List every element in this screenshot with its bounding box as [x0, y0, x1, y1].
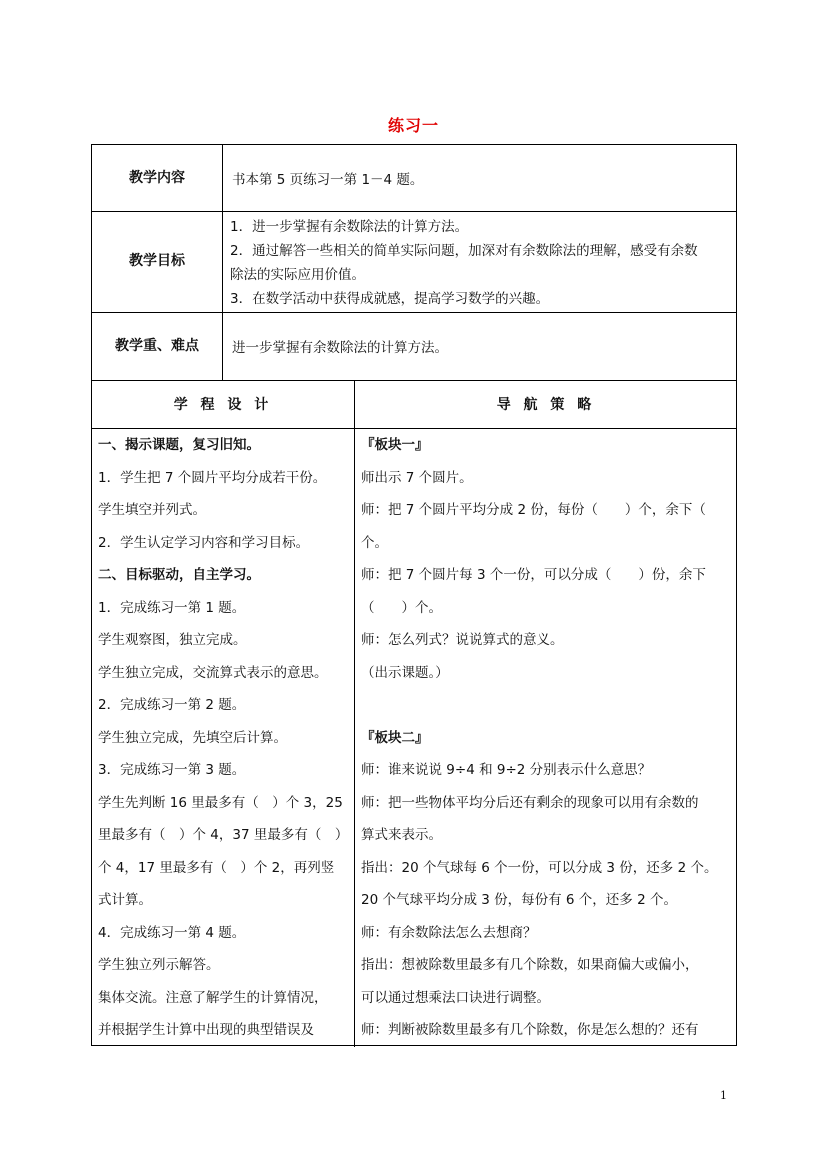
- right-line: 可以通过想乘法口诀进行调整。: [361, 989, 550, 1006]
- row-divider: [92, 211, 736, 212]
- left-line: 1．学生把 7 个圆片平均分成若干份。: [98, 469, 327, 486]
- left-column-header: 学 程 设 计: [173, 397, 273, 413]
- right-column-header: 导 航 策 略: [496, 397, 596, 413]
- right-line: 师：有余数除法怎么去想商？: [361, 924, 537, 941]
- left-line: 式计算。: [98, 892, 152, 908]
- right-line: 个。: [361, 534, 388, 551]
- left-line: 并根据学生计算中出现的典型错误及: [98, 1022, 314, 1038]
- left-line: 学生先判断 16 里最多有（ ）个 3，25: [98, 794, 343, 811]
- left-line: 集体交流。注意了解学生的计算情况，: [98, 989, 328, 1006]
- left-line: 学生观察图，独立完成。: [98, 632, 247, 648]
- section-heading: 二、目标驱动，自主学习。: [98, 567, 260, 583]
- left-column-body: [98, 429, 352, 1047]
- key-points-text: 进一步掌握有余数除法的计算方法。: [232, 340, 448, 356]
- key-points-label: 教学重、难点: [115, 338, 199, 354]
- right-line: （出示课题。）: [361, 664, 449, 681]
- left-line: 4．完成练习一第 4 题。: [98, 924, 246, 941]
- content-label: 教学内容: [129, 170, 185, 186]
- left-line: 里最多有（ ）个 4，37 里最多有（ ）: [98, 827, 349, 843]
- left-line: 学生独立列示解答。: [98, 957, 220, 973]
- goal-line: 除法的实际应用价值。: [230, 267, 365, 283]
- left-line: 学生独立完成，交流算式表示的意思。: [98, 664, 328, 681]
- section-heading: 一、揭示课题，复习旧知。: [98, 437, 260, 453]
- column-divider: [354, 380, 355, 1047]
- right-line: 师：把一些物体平均分后还有剩余的现象可以用有余数的: [361, 794, 699, 811]
- content-text: 书本第 5 页练习一第 1－4 题。: [232, 172, 424, 188]
- block-heading: 『板块一』: [361, 437, 429, 453]
- left-line: 2．完成练习一第 2 题。: [98, 697, 246, 713]
- left-line: 1．完成练习一第 1 题。: [98, 599, 246, 616]
- page-title: 练习一: [387, 116, 439, 135]
- right-line: 师：怎么列式？说说算式的意义。: [361, 632, 564, 648]
- right-line: 师：把 7 个圆片平均分成 2 份，每份（ ）个，余下（: [361, 502, 706, 518]
- goals-label: 教学目标: [129, 253, 185, 269]
- right-line: [361, 689, 735, 722]
- page-number: 1: [720, 1089, 727, 1102]
- right-line: 师：判断被除数里最多有几个除数，你是怎么想的？还有: [361, 1022, 699, 1038]
- row-divider: [92, 312, 736, 313]
- left-line: 个 4，17 里最多有（ ）个 2，再列竖: [98, 859, 335, 876]
- right-line: 师出示 7 个圆片。: [361, 469, 473, 486]
- goal-line: 3．在数学活动中获得成就感，提高学习数学的兴趣。: [230, 291, 550, 307]
- lesson-plan-table: [91, 144, 737, 1046]
- goal-line: 2．通过解答一些相关的简单实际问题，加深对有余数除法的理解，感受有余数: [230, 243, 698, 259]
- right-line: 算式来表示。: [361, 827, 442, 843]
- right-line: 师：谁来说说 9÷4 和 9÷2 分别表示什么意思？: [361, 762, 652, 778]
- right-line: 指出：想被除数里最多有几个除数，如果商偏大或偏小，: [361, 957, 699, 973]
- right-column-body: [361, 429, 735, 1047]
- column-divider: [222, 145, 223, 380]
- right-line: 20 个气球平均分成 3 份，每份有 6 个，还多 2 个。: [361, 892, 677, 908]
- right-line: 师：把 7 个圆片每 3 个一份，可以分成（ ）份，余下: [361, 567, 706, 583]
- left-line: 学生独立完成，先填空后计算。: [98, 729, 287, 746]
- goal-line: 1．进一步掌握有余数除法的计算方法。: [230, 219, 469, 235]
- row-divider: [92, 380, 736, 381]
- block-heading: 『板块二』: [361, 729, 429, 746]
- left-line: 3．完成练习一第 3 题。: [98, 762, 246, 778]
- left-line: 2．学生认定学习内容和学习目标。: [98, 534, 310, 551]
- right-line: 指出：20 个气球每 6 个一份，可以分成 3 份，还多 2 个。: [361, 859, 718, 876]
- left-line: 学生填空并列式。: [98, 502, 206, 518]
- right-line: （ ）个。: [361, 599, 442, 616]
- goals-text: [230, 215, 698, 311]
